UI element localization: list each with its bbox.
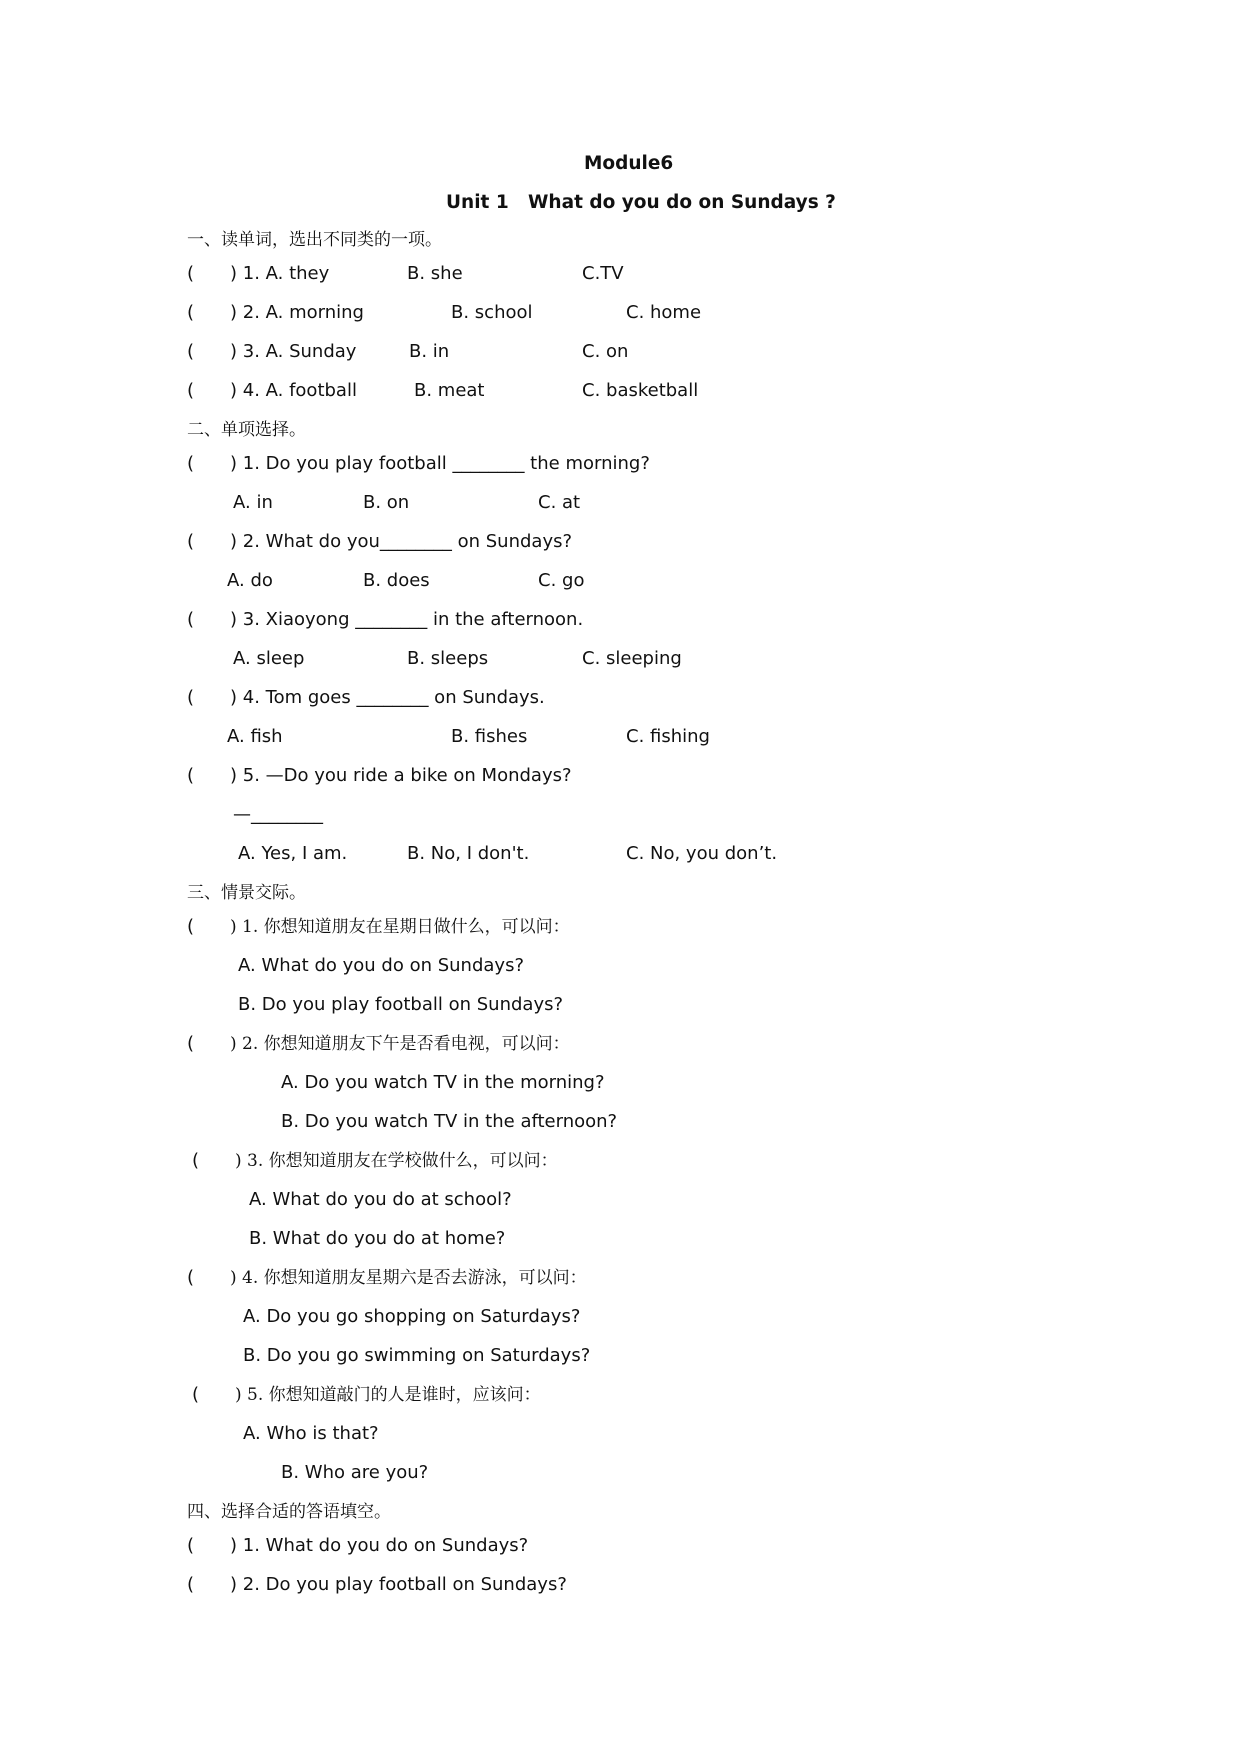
option-a: A. Do you go shopping on Saturdays? <box>243 1306 581 1327</box>
answer-paren: ( <box>192 1384 200 1405</box>
section-4-heading: 四、选择合适的答语填空。 <box>187 1502 391 1522</box>
option-b: B. school <box>451 302 533 323</box>
option-c: C. No, you don’t. <box>626 843 778 864</box>
question-text: ) 3. Xiaoyong ________ in the afternoon. <box>230 609 584 630</box>
option-a: A. fish <box>227 726 283 747</box>
option-a: A. do <box>227 570 273 591</box>
option-b: B. No, I don't. <box>407 843 530 864</box>
question-text: ) 3. A. Sunday <box>230 341 357 362</box>
option-c: C. at <box>538 492 581 513</box>
option-c: C. fishing <box>626 726 710 747</box>
unit-title: Unit 1 What do you do on Sundays ? <box>446 192 836 213</box>
option-a: A. What do you do on Sundays? <box>238 955 524 976</box>
answer-paren: ( <box>192 1150 200 1171</box>
option-b: B. Do you play football on Sundays? <box>238 994 564 1015</box>
option-b: B. does <box>363 570 430 591</box>
option-a: A. in <box>233 492 273 513</box>
answer-blank: —________ <box>233 804 323 825</box>
option-a: A. What do you do at school? <box>249 1189 512 1210</box>
section-1-heading: 一、读单词，选出不同类的一项。 <box>187 230 442 250</box>
answer-paren: ( <box>187 341 195 362</box>
question-text: ) 4. 你想知道朋友星期六是否去游泳，可以问： <box>230 1268 587 1288</box>
answer-paren: ( <box>187 1267 195 1288</box>
option-b: B. in <box>409 341 450 362</box>
question-text: ) 1. A. they <box>230 263 330 284</box>
option-a: A. Yes, I am. <box>238 843 348 864</box>
question-text: ) 1. What do you do on Sundays? <box>230 1535 529 1556</box>
answer-paren: ( <box>187 302 195 323</box>
question-text: ) 2. 你想知道朋友下午是否看电视，可以问： <box>230 1034 570 1054</box>
option-b: B. fishes <box>451 726 528 747</box>
section-3-heading: 三、情景交际。 <box>187 883 306 903</box>
option-b: B. she <box>407 263 463 284</box>
answer-paren: ( <box>187 1535 195 1556</box>
option-c: C. home <box>626 302 702 323</box>
question-text: ) 3. 你想知道朋友在学校做什么，可以问： <box>235 1151 558 1171</box>
option-b: B. Who are you? <box>281 1462 429 1483</box>
option-c: C. basketball <box>582 380 699 401</box>
question-text: ) 1. 你想知道朋友在星期日做什么，可以问： <box>230 917 570 937</box>
question-text: ) 2. What do you________ on Sundays? <box>230 531 573 552</box>
option-b: B. What do you do at home? <box>249 1228 506 1249</box>
question-text: ) 5. —Do you ride a bike on Mondays? <box>230 765 572 786</box>
answer-paren: ( <box>187 453 195 474</box>
answer-paren: ( <box>187 609 195 630</box>
option-a: A. Do you watch TV in the morning? <box>281 1072 605 1093</box>
section-2-heading: 二、单项选择。 <box>187 420 306 440</box>
question-text: ) 5. 你想知道敲门的人是谁时，应该问： <box>235 1385 541 1405</box>
answer-paren: ( <box>187 687 195 708</box>
option-c: C. on <box>582 341 629 362</box>
answer-paren: ( <box>187 1574 195 1595</box>
answer-paren: ( <box>187 531 195 552</box>
option-b: B. sleeps <box>407 648 489 669</box>
question-text: ) 1. Do you play football ________ the morning? <box>230 453 650 474</box>
question-text: ) 2. Do you play football on Sundays? <box>230 1574 567 1595</box>
answer-paren: ( <box>187 765 195 786</box>
option-c: C.TV <box>582 263 624 284</box>
question-text: ) 2. A. morning <box>230 302 364 323</box>
answer-paren: ( <box>187 263 195 284</box>
module-title: Module6 <box>584 153 674 174</box>
option-a: A. sleep <box>233 648 305 669</box>
option-b: B. on <box>363 492 410 513</box>
option-b: B. Do you watch TV in the afternoon? <box>281 1111 618 1132</box>
question-text: ) 4. A. football <box>230 380 357 401</box>
question-text: ) 4. Tom goes ________ on Sundays. <box>230 687 545 708</box>
option-c: C. go <box>538 570 585 591</box>
option-c: C. sleeping <box>582 648 682 669</box>
option-b: B. meat <box>414 380 485 401</box>
option-b: B. Do you go swimming on Saturdays? <box>243 1345 591 1366</box>
answer-paren: ( <box>187 380 195 401</box>
answer-paren: ( <box>187 1033 195 1054</box>
option-a: A. Who is that? <box>243 1423 379 1444</box>
answer-paren: ( <box>187 916 195 937</box>
